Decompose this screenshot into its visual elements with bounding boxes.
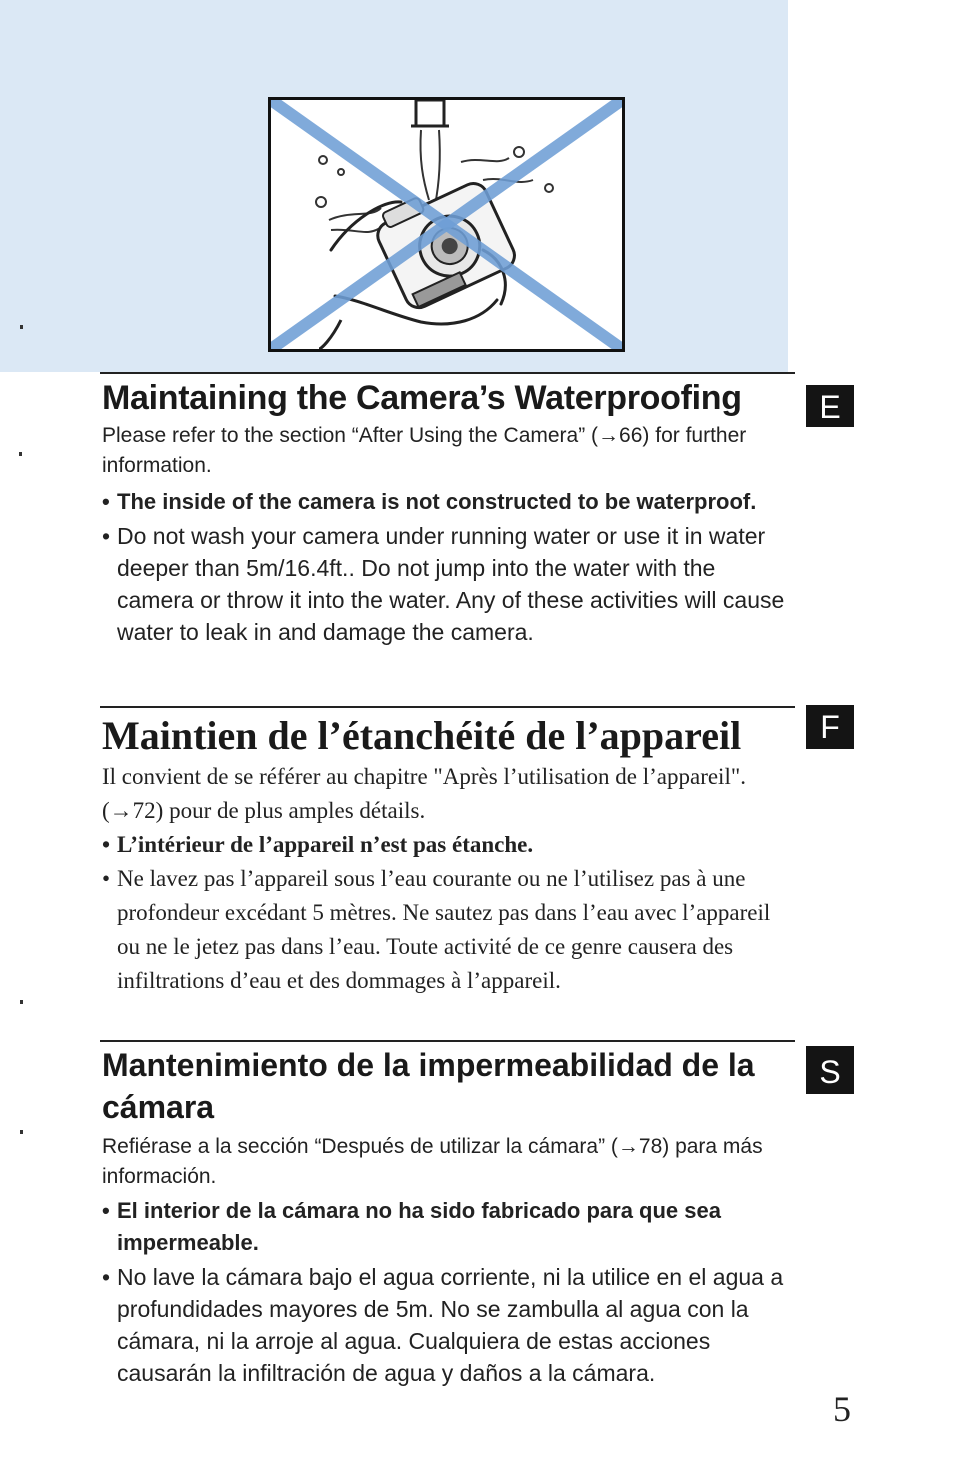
section-divider	[100, 372, 795, 374]
page-number: 5	[833, 1389, 851, 1429]
language-tab-english: E	[806, 385, 854, 427]
section-heading: Mantenimiento de la impermeabilidad de la cámara	[102, 1047, 755, 1125]
instruction-bullet: • No lave la cámara bajo el agua corriente, ni la utilice en el agua a profundidades mayores de 5m. No se zambulla al agua con la cámara, ni la arroje al agua. Cualquiera de estas acciones causarán la infiltración de agua y daños a la cámara.	[102, 1261, 797, 1389]
margin-speck	[20, 1130, 23, 1134]
warning-bullet: • The inside of the camera is not constructed to be waterproof.	[102, 486, 797, 518]
intro-text: Refiérase a la sección “Después de utilizar la cámara” (→78) para más información.	[102, 1135, 763, 1188]
margin-speck	[20, 325, 23, 329]
intro-text: Please refer to the section “After Using the Camera” (→66) for further information.	[102, 424, 747, 477]
margin-speck	[19, 452, 22, 456]
language-tab-spanish: S	[806, 1046, 854, 1094]
intro-text: Il convient de se référer au chapitre "Après l’utilisation de l’appareil". (→72) pour de plus amples détails.	[102, 764, 746, 823]
warning-bullet: • El interior de la cámara no ha sido fabricado para que sea impermeable.	[102, 1195, 797, 1259]
no-washing-illustration	[268, 97, 625, 352]
section-spanish	[102, 1044, 797, 1389]
warning-bullet: • L’intérieur de l’appareil n’est pas étanche.	[102, 828, 797, 862]
section-divider	[100, 706, 795, 708]
section-heading: Maintien de l’étanchéité de l’appareil	[102, 713, 742, 758]
section-english	[102, 378, 797, 648]
section-french	[102, 714, 797, 998]
instruction-bullet: • Ne lavez pas l’appareil sous l’eau courante ou ne l’utilisez pas à une profondeur excédant 5 mètres. Ne sautez pas dans l’eau avec l’appareil ou ne le jetez pas dans l’eau. Toute activité de ce genre causera des infiltrations d’eau et des dommages à l’appareil.	[102, 862, 797, 998]
camera-under-water-crossed-icon	[271, 100, 622, 349]
section-divider	[100, 1040, 795, 1042]
section-heading: Maintaining the Camera’s Waterproofing	[102, 379, 742, 417]
language-tab-french: F	[806, 705, 854, 749]
instruction-bullet: • Do not wash your camera under running water or use it in water deeper than 5m/16.4ft.. Do not jump into the water with the camera or throw it into the water. Any of these activities will cause water to leak in and damage the camera.	[102, 520, 797, 648]
margin-speck	[20, 1000, 23, 1004]
